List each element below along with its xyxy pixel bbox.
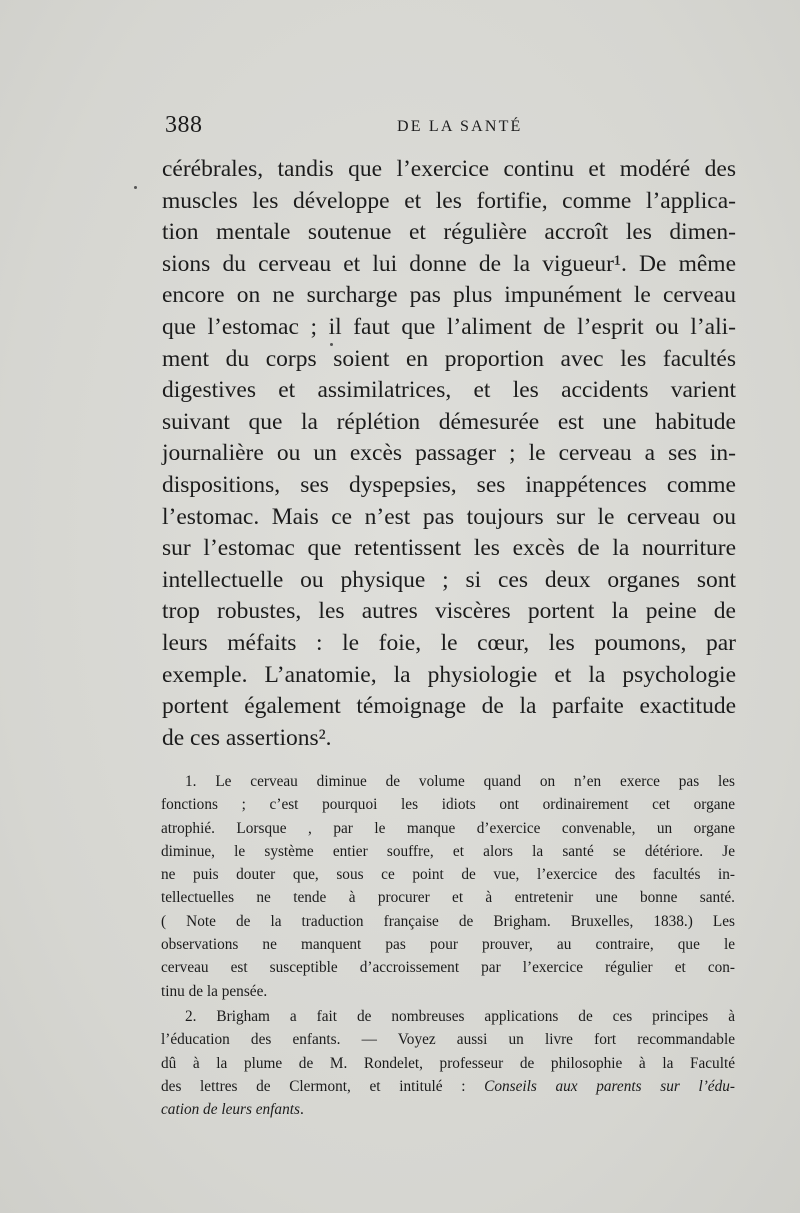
footnote-text: . (299, 1101, 304, 1119)
book-title: cation de leurs enfants (161, 1101, 300, 1119)
text-line: sur l’estomac que retentissent les excès de la nourriture (162, 535, 736, 562)
text-line: journalière ou un excès passager ; le cerveau a ses in- (162, 440, 736, 467)
footnote-text: des lettres de Clermont, et intitulé : (161, 1077, 485, 1095)
footnote-line: observations ne manquent pas pour prouver, au contraire, que le (161, 936, 735, 954)
text-line: intellectuelle ou physique ; si ces deux organes sont (162, 566, 736, 593)
book-title: Conseils aux parents sur l’édu- (484, 1077, 735, 1095)
footnotes (161, 770, 735, 1121)
text-line: portent également témoignage de la parfaite exactitude (162, 693, 736, 720)
paper-speck (134, 186, 137, 189)
text-line: cérébrales, tandis que l’exercice continu et modéré des (162, 156, 736, 182)
text-line: que l’estomac ; il faut que l’aliment de l’esprit ou l’ali- (162, 313, 736, 340)
text-line: dispositions, ses dyspepsies, ses inappétences comme (162, 471, 736, 498)
footnote-1 (161, 770, 735, 1003)
text-line: encore on ne surcharge pas plus impunément le cerveau (162, 282, 736, 309)
text-line: suivant que la réplétion démesurée est une habitude (162, 408, 736, 435)
footnote-line (161, 1075, 735, 1098)
footnote-line: tinu de la pensée. (161, 982, 268, 1000)
footnote-line: diminue, le système entier souffre, et alors la santé se détériore. Je (161, 842, 735, 860)
text-line: leurs méfaits : le foie, le cœur, les poumons, par (162, 629, 736, 656)
footnote-line: fonctions ; c’est pourquoi les idiots ont ordinairement cet organe (161, 796, 735, 814)
footnote-line: ne puis douter que, sous ce point de vue, l’exercice des facultés in- (161, 866, 735, 884)
text-line: sions du cerveau et lui donne de la vigueur¹. De même (162, 250, 736, 277)
footnote-line: atrophié. Lorsque , par le manque d’exercice convenable, un organe (161, 819, 735, 837)
footnote-line: cerveau est susceptible d’accroissement par l’exercice régulier et con- (161, 959, 735, 977)
footnote-line: tellectuelles ne tende à procurer et à entretenir une bonne santé. (161, 889, 735, 907)
running-title: DE LA SANTÉ (397, 118, 523, 135)
footnote-line (161, 1098, 735, 1121)
text-line: trop robustes, les autres viscères portent la peine de (162, 598, 736, 625)
text-line: muscles les développe et les fortifie, comme l’applica- (162, 187, 736, 214)
text-line: ment du corps soient en proportion avec les facultés (162, 345, 736, 372)
text-line: exemple. L’anatomie, la physiologie et la psychologie (162, 661, 736, 688)
text-line: de ces assertions². (162, 724, 332, 751)
text-line: digestives et assimilatrices, et les accidents varient (162, 377, 736, 404)
footnote-line: 1. Le cerveau diminue de volume quand on n’en exerce pas les (185, 773, 735, 790)
main-text (162, 154, 736, 754)
text-line: l’estomac. Mais ce n’est pas toujours sur le cerveau ou (162, 503, 736, 530)
footnote-line: ( Note de la traduction française de Brigham. Bruxelles, 1838.) Les (161, 912, 735, 930)
text-line: tion mentale soutenue et régulière accroît les dimen- (162, 219, 736, 246)
footnote-line: l’éducation des enfants. — Voyez aussi un livre fort recommandable (161, 1031, 735, 1049)
footnote-line: 2. Brigham a fait de nombreuses applications de ces principes à (185, 1007, 735, 1025)
footnote-line: dû à la plume de M. Rondelet, professeur de philosophie à la Faculté (161, 1054, 735, 1072)
paper-speck (330, 343, 333, 346)
footnote-2 (161, 1005, 735, 1121)
page-number: 388 (165, 112, 203, 138)
running-head (165, 112, 735, 144)
